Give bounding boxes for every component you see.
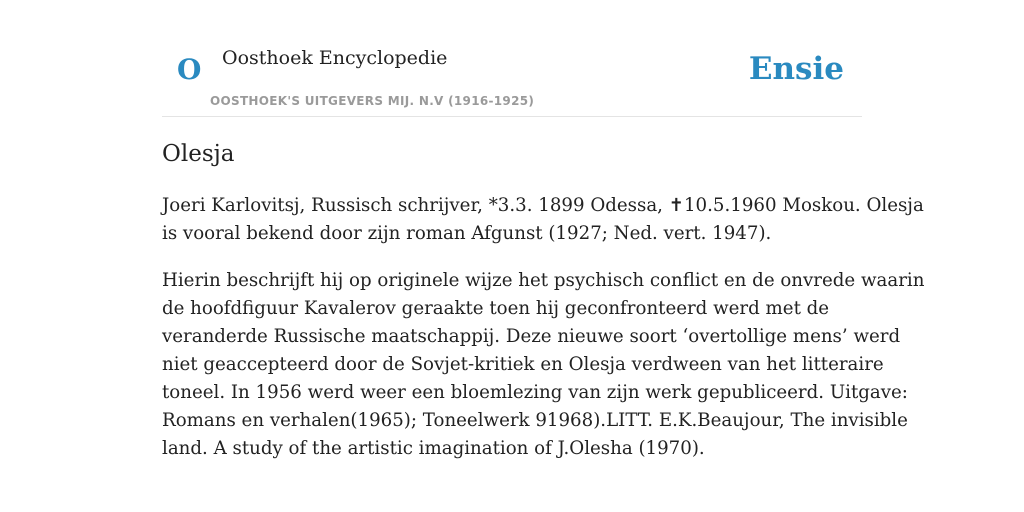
- publisher-subtitle: OOSTHOEK'S UITGEVERS MIJ. N.V (1916-1925): [210, 94, 535, 108]
- paragraph-line: Hierin beschrijft hij op originele wijze het psychisch conflict en de onvrede waarin: [162, 270, 925, 291]
- article-paragraph-2: [162, 267, 924, 463]
- paragraph-line: niet geaccepteerd door de Sovjet-kritiek en Olesja verdween van het litteraire: [162, 354, 884, 375]
- paragraph-line: veranderde Russische maatschappij. Deze nieuwe soort ‘overtollige mens’ werd: [162, 326, 901, 347]
- paragraph-line: land. A study of the artistic imagination of J.Olesha (1970).: [162, 438, 705, 459]
- paragraph-line: de hoofdfiguur Kavalerov geraakte toen hij geconfronteerd werd met de: [162, 298, 830, 319]
- site-title[interactable]: Oosthoek Encyclopedie: [222, 47, 448, 69]
- paragraph-line: Romans en verhalen(1965); Toneelwerk 91968).LITT. E.K.Beaujour, The invisible: [162, 410, 908, 431]
- site-header: [162, 0, 862, 117]
- article: [162, 136, 925, 459]
- paragraph-line: is vooral bekend door zijn roman Afgunst (1927; Ned. vert. 1947).: [162, 223, 772, 244]
- paragraph-line: Joeri Karlovitsj, Russisch schrijver, *3.3. 1899 Odessa, ✝10.5.1960 Moskou. Olesja: [162, 195, 924, 216]
- article-title: Olesja: [162, 141, 235, 167]
- brand-logo[interactable]: Ensie: [748, 51, 844, 87]
- logo-icon[interactable]: O: [177, 53, 202, 86]
- paragraph-line: toneel. In 1956 werd weer een bloemlezing van zijn werk gepubliceerd. Uitgave:: [162, 382, 908, 403]
- article-paragraph-1: [162, 192, 924, 248]
